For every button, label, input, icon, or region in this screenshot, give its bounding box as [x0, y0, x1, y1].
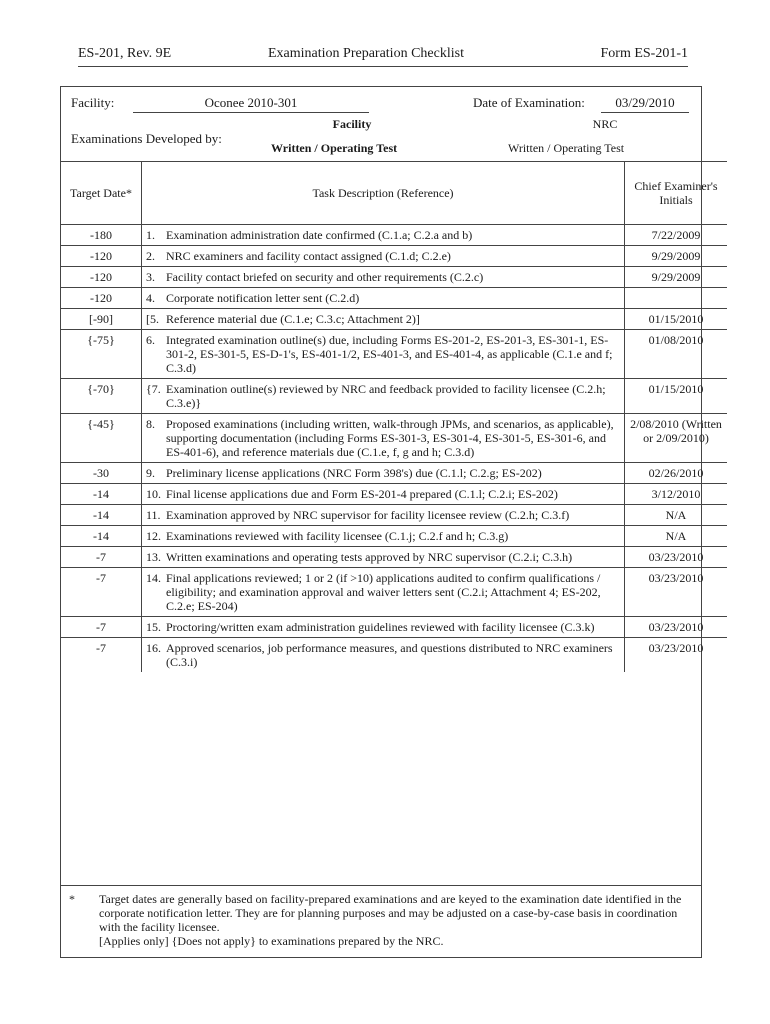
- facility-field[interactable]: Oconee 2010-301: [133, 95, 369, 113]
- task-description: NRC examiners and facility contact assigned (C.1.d; C.2.e): [166, 249, 451, 263]
- nrc-written-operating[interactable]: Written / Operating Test: [508, 141, 625, 155]
- task-number: {7.: [146, 382, 161, 396]
- table-row: [61, 484, 727, 505]
- facility-written-operating[interactable]: Written / Operating Test: [271, 141, 398, 155]
- target-date-cell: [-90]: [61, 309, 142, 330]
- task-number: 4.: [146, 291, 155, 305]
- nrc-heading: NRC: [592, 117, 618, 131]
- table-row: [61, 414, 727, 463]
- task-number: [5.: [146, 312, 159, 326]
- table-row: [61, 463, 727, 484]
- initials-cell[interactable]: 01/08/2010: [625, 330, 728, 379]
- task-description: Final license applications due and Form ES-201-4 prepared (C.1.l; C.2.i; ES-202): [166, 487, 558, 501]
- table-row: [61, 568, 727, 617]
- facility-label: Facility:: [71, 95, 115, 110]
- target-date-cell: -120: [61, 288, 142, 309]
- table-row: [61, 526, 727, 547]
- task-number: 11.: [146, 508, 161, 522]
- table-row: [61, 246, 727, 267]
- target-date-cell: -120: [61, 267, 142, 288]
- target-date-cell: {-45}: [61, 414, 142, 463]
- task-number: 10.: [146, 487, 161, 501]
- task-cell: [142, 547, 625, 568]
- target-date-cell: -14: [61, 505, 142, 526]
- task-description: Examination approved by NRC supervisor for facility licensee review (C.2.h; C.3.f): [166, 508, 570, 522]
- target-date-cell: {-70}: [61, 379, 142, 414]
- initials-cell[interactable]: 01/15/2010: [625, 379, 728, 414]
- task-cell: [142, 330, 625, 379]
- initials-cell[interactable]: 03/23/2010: [625, 547, 728, 568]
- initials-cell[interactable]: 9/29/2009: [625, 267, 728, 288]
- task-number: 2.: [146, 249, 155, 263]
- task-cell: [142, 463, 625, 484]
- table-row: [61, 547, 727, 568]
- initials-cell[interactable]: 03/23/2010: [625, 617, 728, 638]
- task-description: Proposed examinations (including written, walk-through JPMs, and scenarios, as applicable), supporting documentation (including Forms ES-301-3, ES-301-4, ES-301-5, ES-301-6, and ES-401-6), and reference materials due (C.1.e, f, g and h; C.3.d): [166, 417, 614, 459]
- task-description-header: Task Description (Reference): [142, 162, 625, 225]
- task-description: Examination outline(s) reviewed by NRC and feedback provided to facility licensee (C.2.h; C.3.e)}: [166, 382, 606, 410]
- task-cell: [142, 414, 625, 463]
- page-header: [78, 44, 688, 67]
- task-number: 15.: [146, 620, 161, 634]
- task-cell: [142, 379, 625, 414]
- task-rows: [61, 225, 727, 673]
- initials-cell[interactable]: 01/15/2010: [625, 309, 728, 330]
- task-cell: [142, 484, 625, 505]
- initials-cell[interactable]: N/A: [625, 505, 728, 526]
- task-description: Preliminary license applications (NRC Form 398's) due (C.1.l; C.2.g; ES-202): [166, 466, 542, 480]
- footnote-text: Target dates are generally based on facility-prepared examinations and are keyed to the examination date identified in the corporate notification letter. They are for planning purposes and may be adjusted on a case-by-case basis in coordination with the facility licensee.: [99, 892, 682, 934]
- table-header-row: [61, 162, 727, 225]
- task-description: Corporate notification letter sent (C.2.d): [166, 291, 360, 305]
- task-number: 6.: [146, 333, 155, 347]
- footnote-mark: *: [69, 892, 75, 906]
- target-date-header: Target Date*: [61, 162, 142, 225]
- table-row: [61, 617, 727, 638]
- target-date-cell: -7: [61, 568, 142, 617]
- task-description: Final applications reviewed; 1 or 2 (if >10) applications audited to confirm qualifications / eligibility; and examination approval and waiver letters sent (C.2.i; Attachment 4; ES-202, C.2.e; ES-204): [166, 571, 601, 613]
- target-date-cell: -120: [61, 246, 142, 267]
- exam-date-label: Date of Examination:: [473, 95, 585, 110]
- task-cell: [142, 267, 625, 288]
- facility-heading: Facility: [332, 117, 372, 131]
- task-description: Examination administration date confirmed (C.1.a; C.2.a and b): [166, 228, 473, 242]
- task-number: 3.: [146, 270, 155, 284]
- task-description: Integrated examination outline(s) due, including Forms ES-201-2, ES-201-3, ES-301-1, ES-301-2, ES-301-5, ES-D-1's, ES-401-1/2, ES-401-3, and ES-401-4, as applicable (C.1.e and f; C.3.d): [166, 333, 613, 375]
- task-cell: [142, 246, 625, 267]
- initials-cell[interactable]: 02/26/2010: [625, 463, 728, 484]
- target-date-cell: {-75}: [61, 330, 142, 379]
- table-row: [61, 379, 727, 414]
- initials-header: Chief Examiner's Initials: [625, 162, 728, 225]
- task-description: Reference material due (C.1.e; C.3.c; Attachment 2)]: [166, 312, 420, 326]
- task-description: Proctoring/written exam administration guidelines reviewed with facility licensee (C.3.k): [166, 620, 595, 634]
- initials-cell[interactable]: 03/23/2010: [625, 638, 728, 673]
- table-row: [61, 330, 727, 379]
- initials-cell[interactable]: 7/22/2009: [625, 225, 728, 246]
- exam-date-field[interactable]: 03/29/2010: [601, 95, 689, 113]
- target-date-cell: -14: [61, 484, 142, 505]
- target-date-cell: -7: [61, 617, 142, 638]
- initials-cell[interactable]: 3/12/2010: [625, 484, 728, 505]
- task-cell: [142, 288, 625, 309]
- task-number: 1.: [146, 228, 155, 242]
- table-row: [61, 638, 727, 673]
- table-row: [61, 267, 727, 288]
- target-date-cell: -7: [61, 547, 142, 568]
- task-cell: [142, 568, 625, 617]
- initials-cell[interactable]: 2/08/2010 (Written or 2/09/2010): [625, 414, 728, 463]
- initials-cell[interactable]: 03/23/2010: [625, 568, 728, 617]
- task-description: Written examinations and operating tests approved by NRC supervisor (C.2.i; C.3.h): [166, 550, 573, 564]
- task-cell: [142, 225, 625, 246]
- initials-cell[interactable]: N/A: [625, 526, 728, 547]
- task-number: 8.: [146, 417, 155, 431]
- task-cell: [142, 638, 625, 673]
- task-cell: [142, 526, 625, 547]
- task-number: 14.: [146, 571, 161, 585]
- task-description: Facility contact briefed on security and other requirements (C.2.c): [166, 270, 484, 284]
- table-row: [61, 288, 727, 309]
- table-row: [61, 225, 727, 246]
- form-revision: ES-201, Rev. 9E: [78, 46, 172, 61]
- form-number: Form ES-201-1: [600, 46, 688, 61]
- task-number: 16.: [146, 641, 161, 655]
- task-number: 9.: [146, 466, 155, 480]
- task-cell: [142, 309, 625, 330]
- footnote: [61, 885, 701, 948]
- task-table: [61, 161, 727, 672]
- target-date-cell: -180: [61, 225, 142, 246]
- target-date-cell: -14: [61, 526, 142, 547]
- table-row: [61, 505, 727, 526]
- task-number: 12.: [146, 529, 161, 543]
- initials-cell[interactable]: [625, 288, 728, 309]
- task-cell: [142, 505, 625, 526]
- footnote-applies: [Applies only] {Does not apply} to examinations prepared by the NRC.: [99, 934, 444, 948]
- table-row: [61, 309, 727, 330]
- initials-cell[interactable]: 9/29/2009: [625, 246, 728, 267]
- task-number: 13.: [146, 550, 161, 564]
- checklist-form: [60, 86, 722, 958]
- task-description: Approved scenarios, job performance measures, and questions distributed to NRC examiners (C.3.i): [166, 641, 613, 669]
- task-description: Examinations reviewed with facility licensee (C.1.j; C.2.f and h; C.3.g): [166, 529, 509, 543]
- form-title: Examination Preparation Checklist: [268, 46, 464, 61]
- task-cell: [142, 617, 625, 638]
- target-date-cell: -7: [61, 638, 142, 673]
- target-date-cell: -30: [61, 463, 142, 484]
- developed-by-label: Examinations Developed by:: [71, 131, 222, 146]
